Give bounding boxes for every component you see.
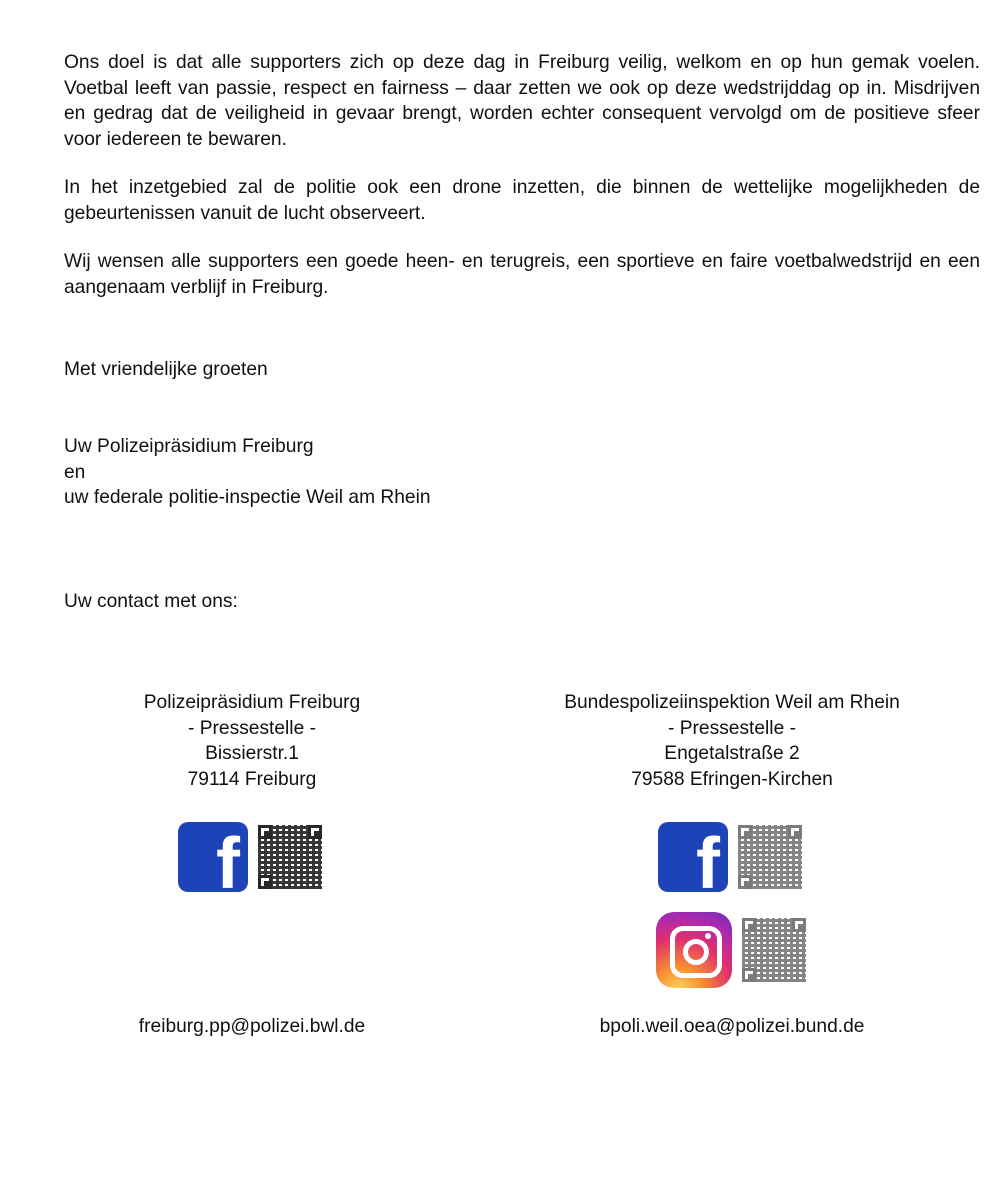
qr-code-icon[interactable] xyxy=(258,825,322,889)
facebook-icon[interactable]: f xyxy=(658,822,728,892)
contact-heading: Uw contact met ons: xyxy=(64,591,238,612)
paragraph-wishes: Wij wensen alle supporters een goede heen- en terugreis, een sportieve en faire voetbalwedstrijd en een aangenaam verblijf in Freiburg. xyxy=(64,251,980,298)
contact-line: Engetalstraße 2 xyxy=(664,743,800,764)
facebook-icon[interactable]: f xyxy=(178,822,248,892)
instagram-icon[interactable] xyxy=(656,912,732,988)
signature-line: en xyxy=(64,461,86,483)
contact-line: 79588 Efringen-Kirchen xyxy=(631,768,833,790)
social-weil-facebook xyxy=(658,822,802,892)
signature-line: Uw Polizeipräsidium Freiburg xyxy=(64,436,314,457)
qr-code-icon[interactable] xyxy=(742,918,806,982)
qr-code-icon[interactable] xyxy=(738,825,802,889)
contact-line: Bundespolizeiinspektion Weil am Rhein xyxy=(564,692,900,713)
paragraph-goal: Ons doel is dat alle supporters zich op deze dag in Freiburg veilig, welkom en op hun gemak voelen. Voetbal leeft van passie, respect en fairness – daar zetten we ook op deze wedstrijddag op in. Misdrijven en gedrag dat de veiligheid in gevaar brengt, worden echter consequent vervolgd om de positieve sfeer voor iedereen te bewaren. xyxy=(64,52,980,150)
social-freiburg-facebook xyxy=(178,822,322,892)
contact-freiburg xyxy=(92,690,412,792)
body-text xyxy=(64,50,980,323)
email-weil-am-rhein[interactable]: bpoli.weil.oea@polizei.bund.de xyxy=(599,1016,865,1037)
contact-line: Bissierstr.1 xyxy=(205,743,299,764)
social-weil-instagram xyxy=(656,912,806,988)
contact-line: - Pressestelle - xyxy=(188,717,316,739)
contact-line: - Pressestelle - xyxy=(668,717,796,739)
contact-line: Polizeipräsidium Freiburg xyxy=(143,692,361,713)
signature-line: uw federale politie-inspectie Weil am Rhein xyxy=(64,487,431,508)
contact-weil-am-rhein xyxy=(522,690,942,792)
signature xyxy=(64,434,431,511)
email-freiburg[interactable]: freiburg.pp@polizei.bwl.de xyxy=(138,1016,366,1037)
contact-line: 79114 Freiburg xyxy=(187,768,317,790)
paragraph-drone: In het inzetgebied zal de politie ook een drone inzetten, die binnen de wettelijke mogelijkheden de gebeurtenissen vanuit de lucht observeert. xyxy=(64,177,980,224)
closing: Met vriendelijke groeten xyxy=(64,359,268,380)
